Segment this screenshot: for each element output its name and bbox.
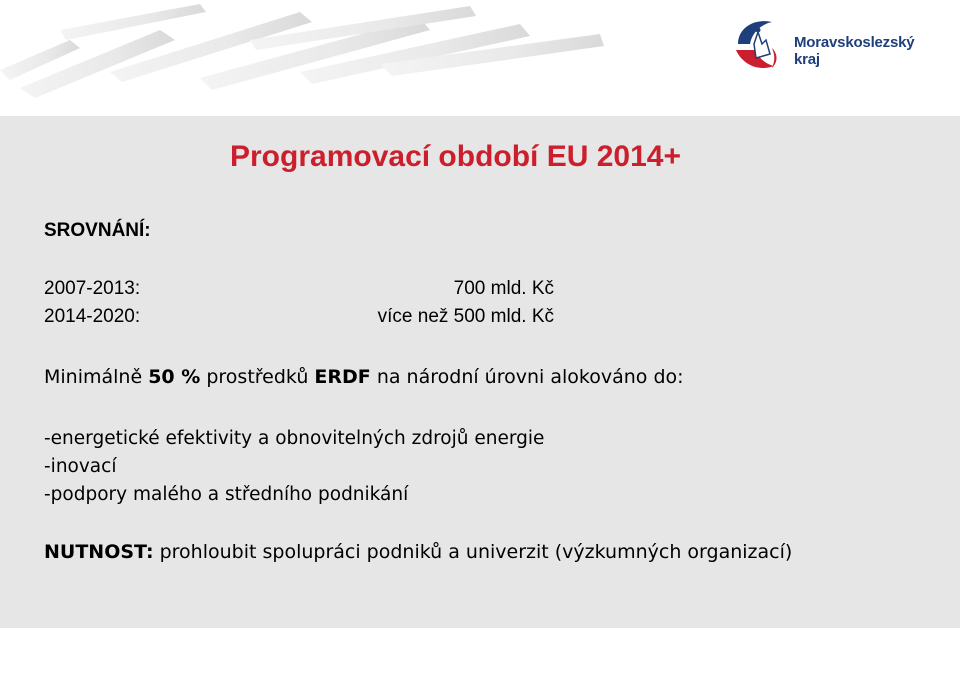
logo-line-1: Moravskoslezský — [794, 34, 915, 51]
period-label: 2007-2013: — [44, 278, 141, 299]
period-value: více než 500 mld. Kč — [377, 306, 554, 327]
moravskoslezsky-kraj-logo — [728, 14, 948, 78]
minimum-prefix: Minimálně — [44, 366, 149, 388]
necessity-label: NUTNOST: — [44, 541, 154, 563]
slide-title: Programovací období EU 2014+ — [230, 140, 681, 173]
allocation-item: -podpory malého a středního podnikání — [44, 484, 409, 505]
minimum-allocation-line — [44, 366, 684, 388]
logo-line-2: kraj — [794, 51, 820, 68]
comparison-heading: SROVNÁNÍ: — [44, 220, 151, 241]
necessity-text: prohloubit spolupráci podniků a univerzit (výzkumných organizací) — [153, 541, 793, 563]
period-label: 2014-2020: — [44, 306, 141, 327]
period-value: 700 mld. Kč — [453, 278, 554, 299]
minimum-percent: 50 % — [148, 366, 201, 388]
allocation-item: -energetické efektivity a obnovitelných zdrojů energie — [44, 428, 545, 449]
minimum-middle: prostředků — [200, 366, 315, 388]
fund-name: ERDF — [314, 366, 371, 388]
minimum-suffix: na národní úrovni alokováno do: — [370, 366, 684, 388]
necessity-line — [44, 541, 792, 563]
allocation-item: -inovací — [44, 456, 117, 477]
logo-wordmark — [794, 34, 914, 68]
decorative-stripes — [0, 0, 620, 105]
region-emblem-icon — [728, 14, 792, 78]
period-row — [44, 306, 564, 330]
period-row — [44, 278, 564, 302]
